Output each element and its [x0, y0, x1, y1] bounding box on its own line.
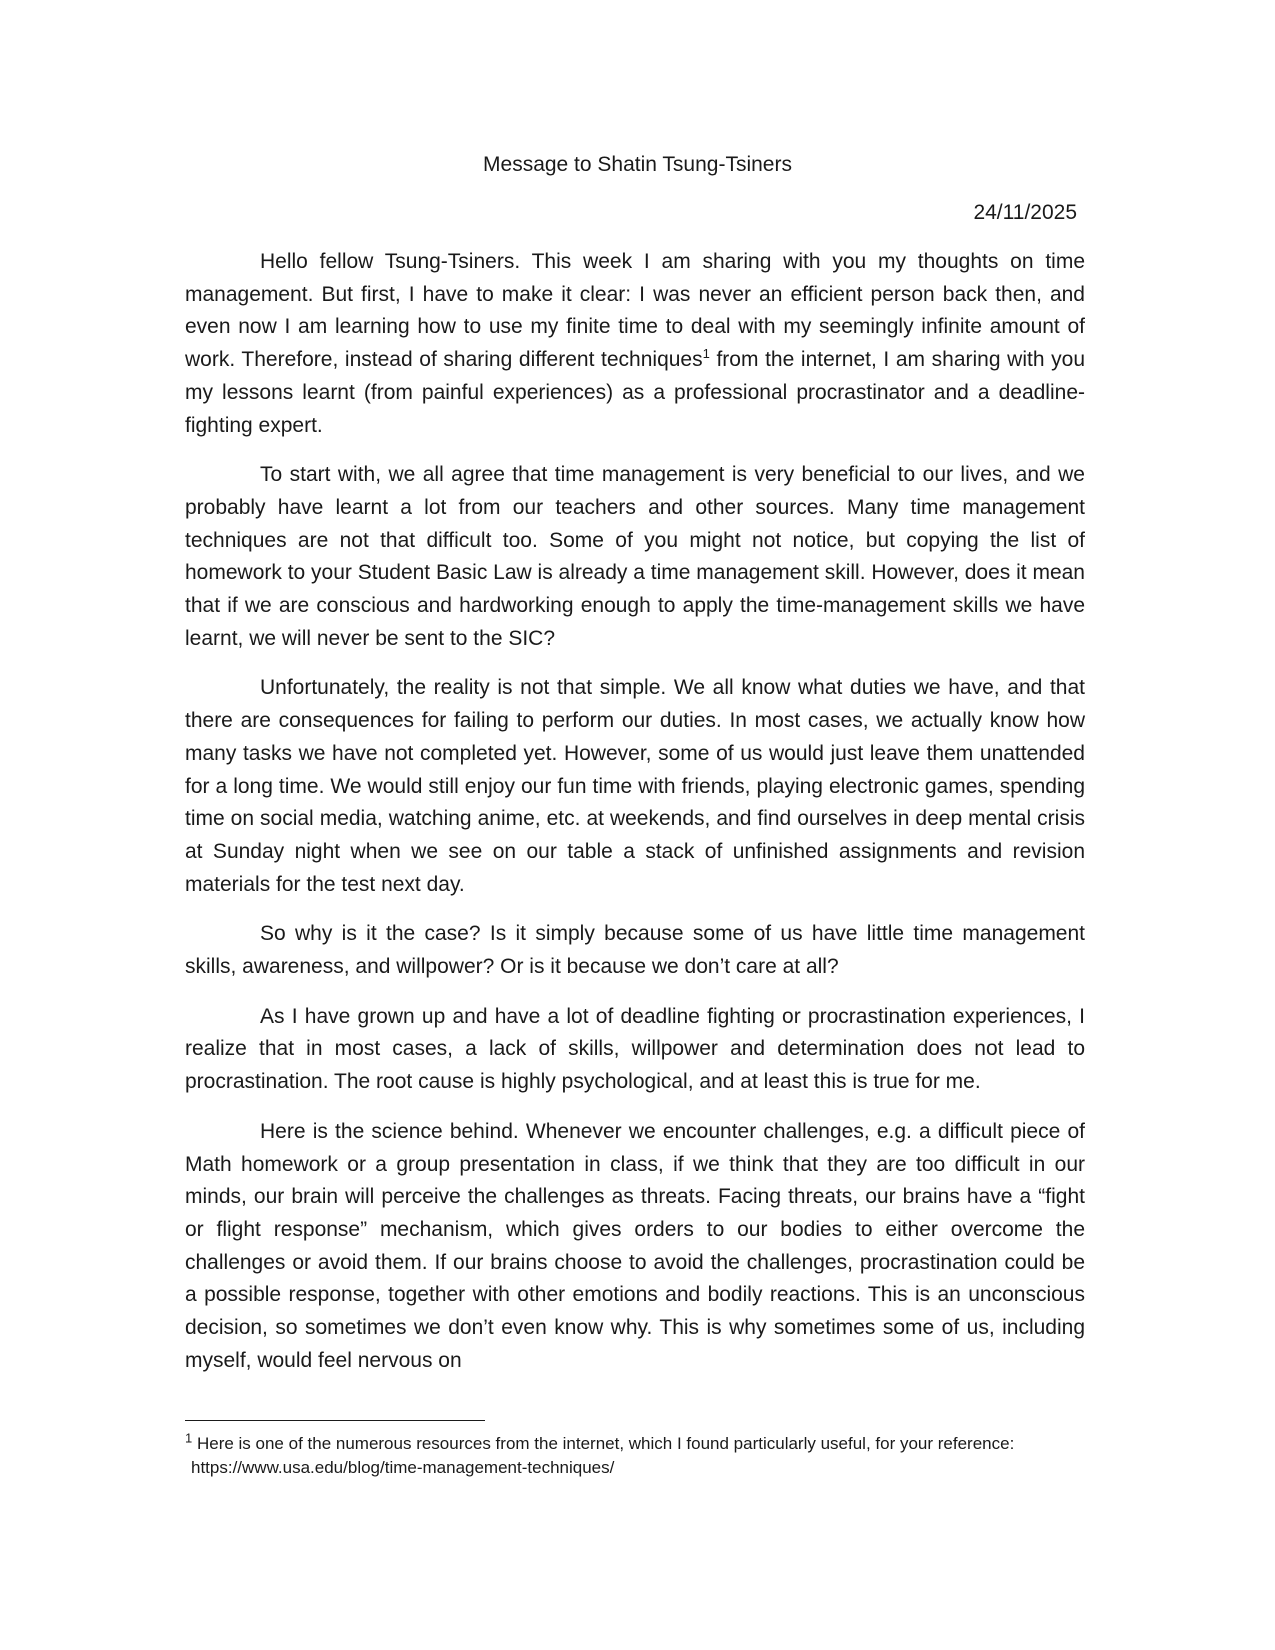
document-body [185, 246, 1085, 1378]
paragraph-6: Here is the science behind. Whenever we encounter challenges, e.g. a difficult piece of Math homework or a group presentation in class, if we think that they are too difficult in our minds, our brain will perceive the challenges as threats. Facing threats, our brains have a “fight or flight response” mechanism, which gives orders to our bodies to either overcome the challenges or avoid them. If our brains choose to avoid the challenges, procrastination could be a possible response, together with other emotions and bodily reactions. This is an unconscious decision, so sometimes we don’t even know why. This is why sometimes some of us, including myself, would feel nervous on [185, 1119, 1085, 1372]
paragraph-1-text-after-note: from the internet, I am sharing with you my lessons learnt (from painful experiences) as a professional procrastinator and a deadline-fighting expert. [185, 348, 1085, 437]
footnote-link[interactable]: https://www.usa.edu/blog/time-management-techniques/ [191, 1458, 615, 1477]
document-date: 24/11/2025 [973, 201, 1077, 224]
footnote-separator [185, 1420, 485, 1421]
footnote-reference: 1 [702, 346, 710, 362]
paragraph-3: Unfortunately, the reality is not that simple. We all know what duties we have, and that there are consequences for failing to perform our duties. In most cases, we actually know how many tasks we have not completed yet. However, some of us would just leave them unattended for a long time. We would still enjoy our fun time with friends, playing electronic games, spending time on social media, watching anime, etc. at weekends, and find ourselves in deep mental crisis at Sunday night when we see on our table a stack of unfinished assignments and revision materials for the test next day. [185, 676, 1085, 896]
footnote [185, 1432, 1085, 1480]
paragraph-2: To start with, we all agree that time management is very beneficial to our lives, and we probably have learnt a lot from our teachers and other sources. Many time management techniques are not that difficult too. Some of you might not notice, but copying the list of homework to your Student Basic Law is already a time management skill. However, does it mean that if we are conscious and hardworking enough to apply the time-management skills we have learnt, we will never be sent to the SIC? [185, 463, 1085, 650]
footnote-number: 1 [185, 1430, 193, 1446]
paragraph-4: So why is it the case? Is it simply because some of us have little time management skills, awareness, and willpower? Or is it because we don’t care at all? [185, 922, 1085, 979]
document-title: Message to Shatin Tsung-Tsiners [483, 153, 792, 176]
paragraph-5: As I have grown up and have a lot of deadline fighting or procrastination experiences, I realize that in most cases, a lack of skills, willpower and determination does not lead to procrastination. The root cause is highly psychological, and at least this is true for me. [185, 1004, 1085, 1094]
paragraph-1 [185, 246, 1085, 442]
paragraph-1-text-before-note: Hello fellow Tsung-Tsiners. This week I am sharing with you my thoughts on time management. But first, I have to make it clear: I was never an efficient person back then, and even now I am learning how to use my finite time to deal with my seemingly infinite amount of work. Therefore, instead of sharing different techniques [185, 250, 1085, 372]
footnote-text: Here is one of the numerous resources from the internet, which I found particularly useful, for your reference: [192, 1434, 1015, 1453]
